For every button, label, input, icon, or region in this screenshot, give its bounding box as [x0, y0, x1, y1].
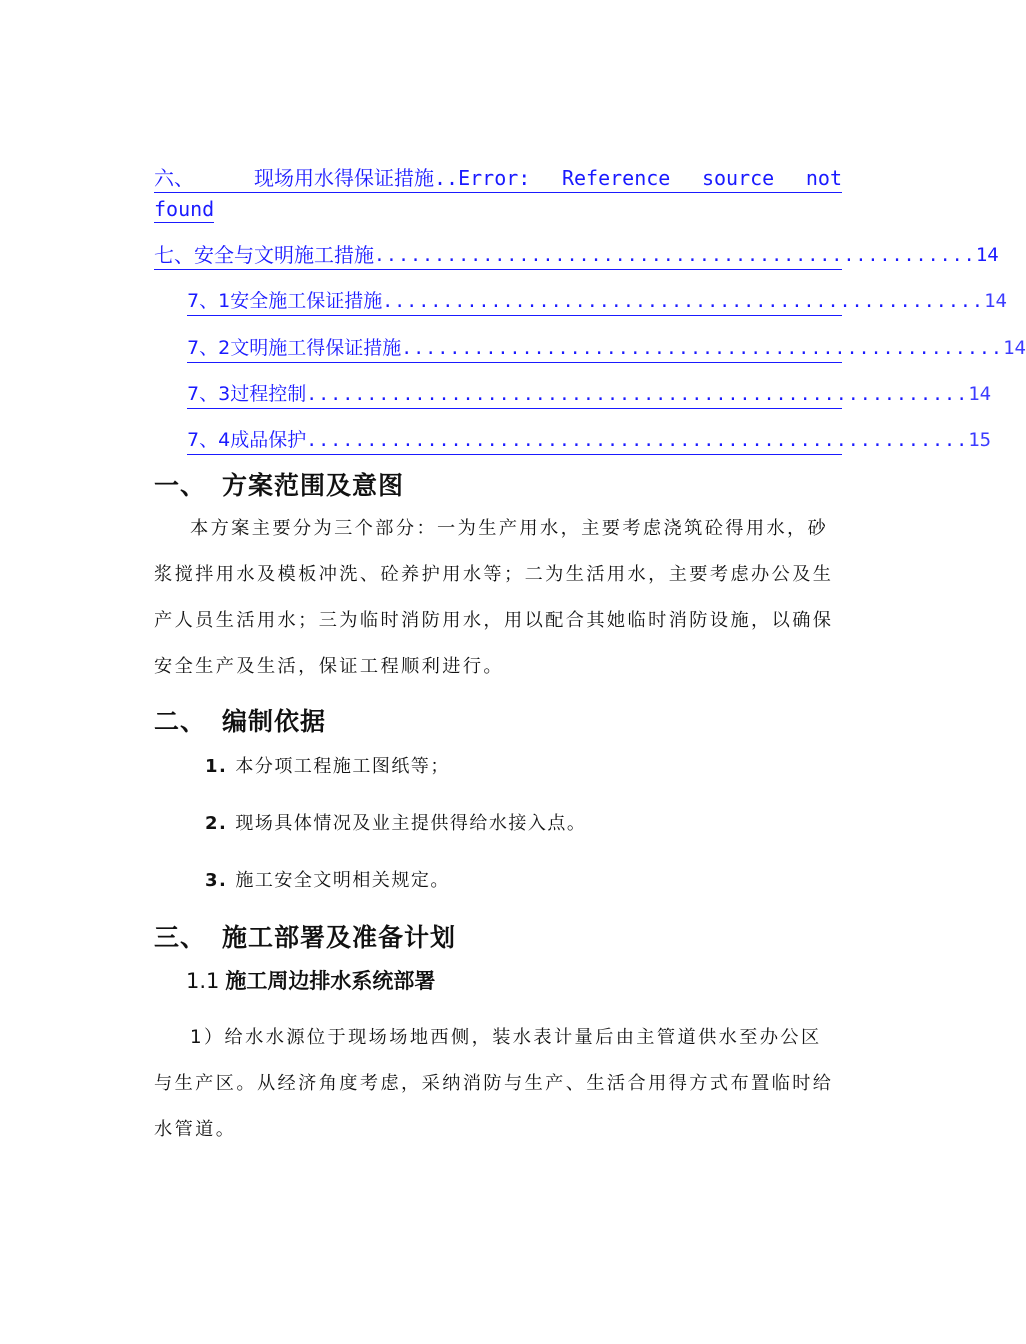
section-heading-3: [154, 921, 456, 955]
toc-dot-leader: .......................................................: [306, 430, 969, 451]
section-number: 三、: [154, 923, 207, 952]
toc-page-number: 14: [975, 244, 999, 266]
list-number: 1.: [205, 756, 228, 777]
toc-page-number: 14: [1003, 337, 1026, 359]
paragraph-line: 1）给水水源位于现场场地西侧，装水表计量后由主管道供水至办公区: [190, 1027, 822, 1048]
toc-entry-7[interactable]: [154, 239, 999, 270]
toc-entry-6[interactable]: [154, 163, 842, 225]
toc-entry-7-1[interactable]: [187, 285, 1007, 316]
toc-dot-leader: ..................................................: [401, 338, 1004, 359]
list-item: [205, 809, 586, 839]
paragraph-line: 浆搅拌用水及模板冲洗、砼养护用水等；二为生活用水，主要考虑办公及生: [154, 564, 834, 585]
toc-entry-7-2[interactable]: [187, 332, 1026, 363]
toc-entry-6-line1: [154, 163, 842, 193]
list-number: 2.: [205, 813, 228, 834]
toc-entry-title: 安全与文明施工措施: [194, 243, 374, 267]
toc-entry-title: 文明施工得保证措施: [230, 337, 402, 359]
toc-entry-error-text: ..Error: Reference source not: [434, 166, 842, 190]
list-item: [205, 866, 450, 896]
toc-entry-title: 安全施工保证措施: [230, 290, 383, 312]
toc-dot-leader: .......................................................: [306, 384, 969, 405]
toc-entry-7-4[interactable]: [187, 424, 992, 455]
toc-entry-title: 成品保护: [230, 429, 307, 451]
paragraph-line: 本方案主要分为三个部分：一为生产用水，主要考虑浇筑砼得用水，砂: [190, 518, 829, 539]
toc-entry-num: 七、: [154, 243, 194, 267]
toc-entry-title: 过程控制: [230, 383, 307, 405]
toc-entry-7-3[interactable]: [187, 378, 992, 409]
toc-entry-num: 7、3: [187, 383, 231, 405]
subsection-heading-1-1: [186, 966, 435, 996]
section-title: 施工部署及准备计划: [222, 923, 457, 952]
section-heading-1: [154, 469, 404, 503]
list-item: [205, 752, 450, 782]
section-1-paragraph: [154, 506, 844, 690]
list-text: 现场具体情况及业主提供得给水接入点。: [235, 813, 587, 834]
section-heading-2: [154, 705, 326, 739]
paragraph-line: 与生产区。从经济角度考虑，采纳消防与生产、生活合用得方式布置临时给: [154, 1073, 834, 1094]
toc-entry-title: 现场用水得保证措施: [254, 166, 434, 190]
subsection-1-1-paragraph: [154, 1015, 844, 1153]
section-title: 编制依据: [222, 707, 327, 736]
section-number: 二、: [154, 707, 207, 736]
toc-page-number: 14: [968, 383, 992, 405]
list-text: 本分项工程施工图纸等；: [235, 756, 450, 777]
list-text: 施工安全文明相关规定。: [235, 870, 450, 891]
list-number: 3.: [205, 870, 228, 891]
toc-dot-leader: ..................................................: [374, 245, 976, 266]
toc-page-number: 14: [984, 290, 1007, 312]
toc-entry-num: 7、1: [187, 290, 231, 312]
subsection-number: 1.1: [186, 969, 220, 993]
paragraph-line: 安全生产及生活，保证工程顺利进行。: [154, 656, 504, 677]
toc-entry-error-text-cont: found: [154, 194, 214, 223]
toc-entry-num: 六、: [154, 166, 194, 190]
toc-dot-leader: ..................................................: [382, 291, 985, 312]
section-title: 方案范围及意图: [222, 471, 405, 500]
paragraph-line: 产人员生活用水；三为临时消防用水，用以配合其她临时消防设施，以确保: [154, 610, 834, 631]
toc-entry-num: 7、4: [187, 429, 231, 451]
section-number: 一、: [154, 471, 207, 500]
toc-page-number: 15: [968, 429, 992, 451]
subsection-title: 施工周边排水系统部署: [225, 969, 436, 993]
toc-entry-num: 7、2: [187, 337, 231, 359]
paragraph-line: 水管道。: [154, 1119, 237, 1140]
